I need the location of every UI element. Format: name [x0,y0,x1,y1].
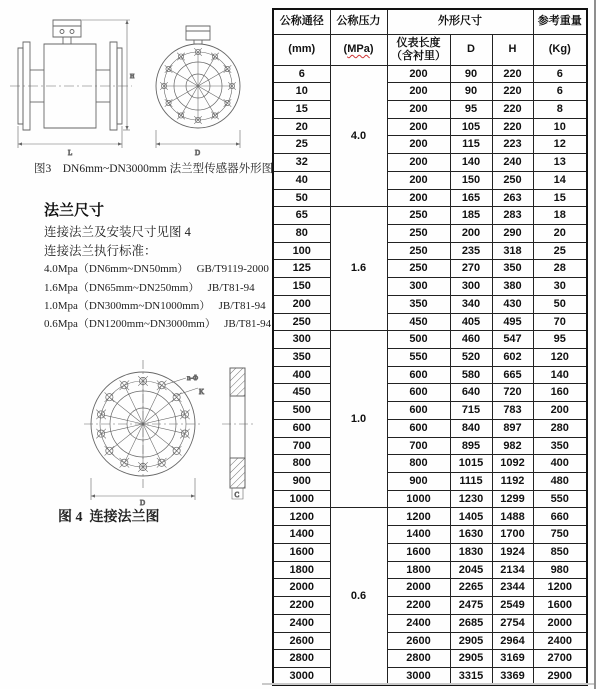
cell-d: 2045 [450,561,492,579]
fig4-label-c: C [234,491,240,499]
cell-weight: 8 [533,100,587,118]
cell-weight: 25 [533,242,587,260]
cell-d: 150 [450,171,492,189]
cell-weight: 10 [533,118,587,136]
col-header-pressure-unit: (MPa) [330,34,387,65]
fig4-flange-drawing [6,336,266,506]
cell-h: 602 [492,349,533,367]
cell-dn: 1000 [273,490,330,508]
cell-h: 250 [492,171,533,189]
table-row [273,100,587,118]
header-row-2 [273,34,587,65]
cell-weight: 95 [533,331,587,349]
cell-weight: 13 [533,154,587,172]
cell-length: 200 [387,65,450,83]
cell-dn: 400 [273,366,330,384]
cell-d: 235 [450,242,492,260]
cell-dn: 20 [273,118,330,136]
col-header-pressure: 公称压力 [330,9,387,34]
cell-d: 2475 [450,597,492,615]
cell-d: 3315 [450,667,492,685]
table-row [273,313,587,331]
cell-h: 2134 [492,561,533,579]
cell-weight: 6 [533,83,587,101]
cell-dn: 40 [273,171,330,189]
table-row [273,597,587,615]
cell-length: 3000 [387,667,450,685]
cell-dn: 300 [273,331,330,349]
cell-d: 2905 [450,632,492,650]
cell-dn: 800 [273,455,330,473]
cell-length: 2400 [387,614,450,632]
fig3-side-view [10,20,135,157]
cell-weight: 160 [533,384,587,402]
cell-weight: 850 [533,543,587,561]
header-row-1 [273,9,587,34]
cell-h: 2754 [492,614,533,632]
cell-length: 200 [387,189,450,207]
cell-d: 1630 [450,526,492,544]
cell-d: 715 [450,402,492,420]
cell-d: 895 [450,437,492,455]
col-header-weight-unit: (Kg) [533,34,587,65]
cell-h: 1192 [492,473,533,491]
cell-dn: 32 [273,154,330,172]
cell-length: 450 [387,313,450,331]
cell-length: 1000 [387,490,450,508]
fig3-caption: 图3 DN6mm~DN3000mm 法兰型传感器外形图 [34,163,274,175]
cell-length: 2200 [387,597,450,615]
cell-dn: 6 [273,65,330,83]
col-header-dims: 外形尺寸 [387,9,533,34]
cell-length: 300 [387,278,450,296]
table-row [273,224,587,242]
cell-weight: 2900 [533,667,587,685]
cell-weight: 15 [533,189,587,207]
table-row [273,490,587,508]
cell-h: 430 [492,295,533,313]
cell-weight: 28 [533,260,587,278]
cell-weight: 280 [533,419,587,437]
cell-d: 840 [450,419,492,437]
table-row [273,118,587,136]
cell-weight: 350 [533,437,587,455]
cell-length: 2000 [387,579,450,597]
fig3-label-d: D [195,149,201,157]
cell-length: 550 [387,349,450,367]
cell-dn: 125 [273,260,330,278]
cell-length: 200 [387,171,450,189]
cell-d: 460 [450,331,492,349]
cell-h: 1488 [492,508,533,526]
cell-dn: 1400 [273,526,330,544]
scan-edge-bottom [262,683,594,685]
cell-d: 1830 [450,543,492,561]
cell-length: 200 [387,154,450,172]
cell-dn: 500 [273,402,330,420]
cell-dn: 50 [273,189,330,207]
cell-d: 140 [450,154,492,172]
fig4-front-view [84,360,204,506]
cell-h: 897 [492,419,533,437]
table-row [273,650,587,668]
cell-length: 250 [387,242,450,260]
cell-h: 2549 [492,597,533,615]
cell-pressure: 4.0 [330,65,387,207]
cell-dn: 700 [273,437,330,455]
col-header-dn-unit: (mm) [273,34,330,65]
table-row [273,579,587,597]
table-row [273,473,587,491]
cell-h: 2964 [492,632,533,650]
flange-size-heading: 法兰尺寸 [44,202,105,219]
cell-length: 700 [387,437,450,455]
table-row [273,632,587,650]
flange-dimension-table [272,8,588,686]
cell-weight: 400 [533,455,587,473]
cell-length: 600 [387,419,450,437]
cell-dn: 350 [273,349,330,367]
cell-dn: 200 [273,295,330,313]
standard-line: 1.6Mpa（DN65mm~DN250mm） JB/T81-94 [44,282,255,294]
cell-d: 2905 [450,650,492,668]
cell-dn: 1600 [273,543,330,561]
table-row [273,260,587,278]
cell-weight: 70 [533,313,587,331]
cell-weight: 2700 [533,650,587,668]
cell-weight: 480 [533,473,587,491]
cell-d: 115 [450,136,492,154]
cell-h: 1700 [492,526,533,544]
cell-weight: 750 [533,526,587,544]
cell-weight: 20 [533,224,587,242]
table-row [273,419,587,437]
col-header-dn: 公称通径 [273,9,330,34]
cell-weight: 660 [533,508,587,526]
cell-length: 350 [387,295,450,313]
table-row [273,171,587,189]
cell-length: 800 [387,455,450,473]
fig3-label-l: L [68,149,73,157]
table-row [273,242,587,260]
cell-h: 1924 [492,543,533,561]
cell-weight: 12 [533,136,587,154]
cell-dn: 900 [273,473,330,491]
cell-h: 1299 [492,490,533,508]
table-row [273,278,587,296]
cell-dn: 3000 [273,667,330,685]
cell-dn: 450 [273,384,330,402]
fig4-caption: 图 4 连接法兰图 [58,510,160,525]
cell-h: 783 [492,402,533,420]
cell-dn: 2600 [273,632,330,650]
cell-length: 500 [387,331,450,349]
cell-dn: 65 [273,207,330,225]
scan-edge-right [594,0,596,689]
cell-weight: 50 [533,295,587,313]
cell-weight: 120 [533,349,587,367]
standard-line: 1.0Mpa（DN300mm~DN1000mm） JB/T81-94 [44,300,266,312]
cell-h: 982 [492,437,533,455]
table-row [273,349,587,367]
cell-h: 665 [492,366,533,384]
table-row [273,207,587,225]
cell-dn: 15 [273,100,330,118]
table-row [273,455,587,473]
cell-weight: 980 [533,561,587,579]
cell-length: 200 [387,83,450,101]
cell-d: 340 [450,295,492,313]
cell-length: 900 [387,473,450,491]
table-row [273,508,587,526]
flange-table-body [273,65,587,685]
left-panel [0,0,272,689]
cell-d: 580 [450,366,492,384]
fig4-label-bolts: n-Φ [187,374,198,382]
fig3-front-view [156,26,240,157]
cell-h: 318 [492,242,533,260]
cell-dn: 1800 [273,561,330,579]
cell-d: 1230 [450,490,492,508]
cell-weight: 1200 [533,579,587,597]
cell-h: 547 [492,331,533,349]
table-row [273,65,587,83]
table-row [273,136,587,154]
cell-weight: 30 [533,278,587,296]
cell-d: 2265 [450,579,492,597]
cell-dn: 1200 [273,508,330,526]
table-row [273,366,587,384]
col-header-weight: 参考重量 [533,9,587,34]
table-row [273,384,587,402]
table-row [273,561,587,579]
fig4-label-d: D [140,499,146,506]
cell-length: 2800 [387,650,450,668]
table-row [273,614,587,632]
table-row [273,402,587,420]
cell-h: 240 [492,154,533,172]
cell-dn: 250 [273,313,330,331]
table-row [273,437,587,455]
cell-h: 3169 [492,650,533,668]
cell-dn: 600 [273,419,330,437]
cell-d: 640 [450,384,492,402]
cell-d: 1405 [450,508,492,526]
cell-weight: 6 [533,65,587,83]
fig3-sensor-drawing [6,14,266,160]
cell-d: 105 [450,118,492,136]
col-header-length: 仪表长度 （含衬里） [387,34,450,65]
cell-h: 380 [492,278,533,296]
cell-length: 250 [387,224,450,242]
cell-weight: 140 [533,366,587,384]
cell-h: 220 [492,65,533,83]
cell-h: 263 [492,189,533,207]
cell-length: 600 [387,384,450,402]
fig4-section-view [222,368,254,499]
col-header-h: H [492,34,533,65]
cell-d: 520 [450,349,492,367]
table-row [273,543,587,561]
cell-d: 95 [450,100,492,118]
cell-dn: 100 [273,242,330,260]
cell-length: 200 [387,118,450,136]
cell-pressure: 1.6 [330,207,387,331]
flange-text-line2: 连接法兰执行标准： [44,244,157,258]
cell-length: 1400 [387,526,450,544]
cell-length: 600 [387,402,450,420]
cell-h: 283 [492,207,533,225]
cell-h: 220 [492,118,533,136]
cell-h: 220 [492,100,533,118]
cell-dn: 2200 [273,597,330,615]
table-row [273,331,587,349]
cell-d: 270 [450,260,492,278]
cell-d: 200 [450,224,492,242]
cell-h: 495 [492,313,533,331]
cell-dn: 80 [273,224,330,242]
cell-weight: 18 [533,207,587,225]
cell-pressure: 0.6 [330,508,387,685]
mpa-spellcheck-underline: MPa [347,43,370,56]
cell-h: 1092 [492,455,533,473]
cell-d: 90 [450,83,492,101]
cell-h: 220 [492,83,533,101]
cell-dn: 2000 [273,579,330,597]
flange-text-line1: 连接法兰及安装尺寸见图 4 [44,225,191,239]
cell-dn: 2800 [273,650,330,668]
cell-length: 1600 [387,543,450,561]
table-row [273,526,587,544]
cell-dn: 10 [273,83,330,101]
fig4-label-boltcircle: K [199,388,205,396]
cell-length: 600 [387,366,450,384]
cell-length: 250 [387,207,450,225]
col-header-d: D [450,34,492,65]
cell-d: 90 [450,65,492,83]
cell-weight: 550 [533,490,587,508]
cell-h: 3369 [492,667,533,685]
cell-weight: 2000 [533,614,587,632]
cell-dn: 2400 [273,614,330,632]
cell-h: 223 [492,136,533,154]
cell-d: 185 [450,207,492,225]
cell-weight: 2400 [533,632,587,650]
table-row [273,189,587,207]
table-row [273,154,587,172]
cell-length: 200 [387,136,450,154]
fig3-label-h: H [130,74,135,80]
cell-d: 1115 [450,473,492,491]
table-row [273,295,587,313]
cell-h: 290 [492,224,533,242]
cell-dn: 150 [273,278,330,296]
cell-length: 1200 [387,508,450,526]
cell-weight: 1600 [533,597,587,615]
cell-d: 300 [450,278,492,296]
table-row [273,83,587,101]
cell-weight: 200 [533,402,587,420]
cell-d: 2685 [450,614,492,632]
cell-length: 250 [387,260,450,278]
cell-h: 2344 [492,579,533,597]
cell-h: 350 [492,260,533,278]
cell-pressure: 1.0 [330,331,387,508]
dimension-table-wrap [272,8,588,686]
cell-d: 405 [450,313,492,331]
cell-d: 165 [450,189,492,207]
cell-length: 2600 [387,632,450,650]
cell-h: 720 [492,384,533,402]
cell-length: 200 [387,100,450,118]
standard-line: 4.0Mpa（DN6mm~DN50mm） GB/T9119-2000 [44,263,269,275]
cell-d: 1015 [450,455,492,473]
cell-dn: 25 [273,136,330,154]
cell-weight: 14 [533,171,587,189]
standard-line: 0.6Mpa（DN1200mm~DN3000mm） JB/T81-94 [44,318,272,330]
cell-length: 1800 [387,561,450,579]
